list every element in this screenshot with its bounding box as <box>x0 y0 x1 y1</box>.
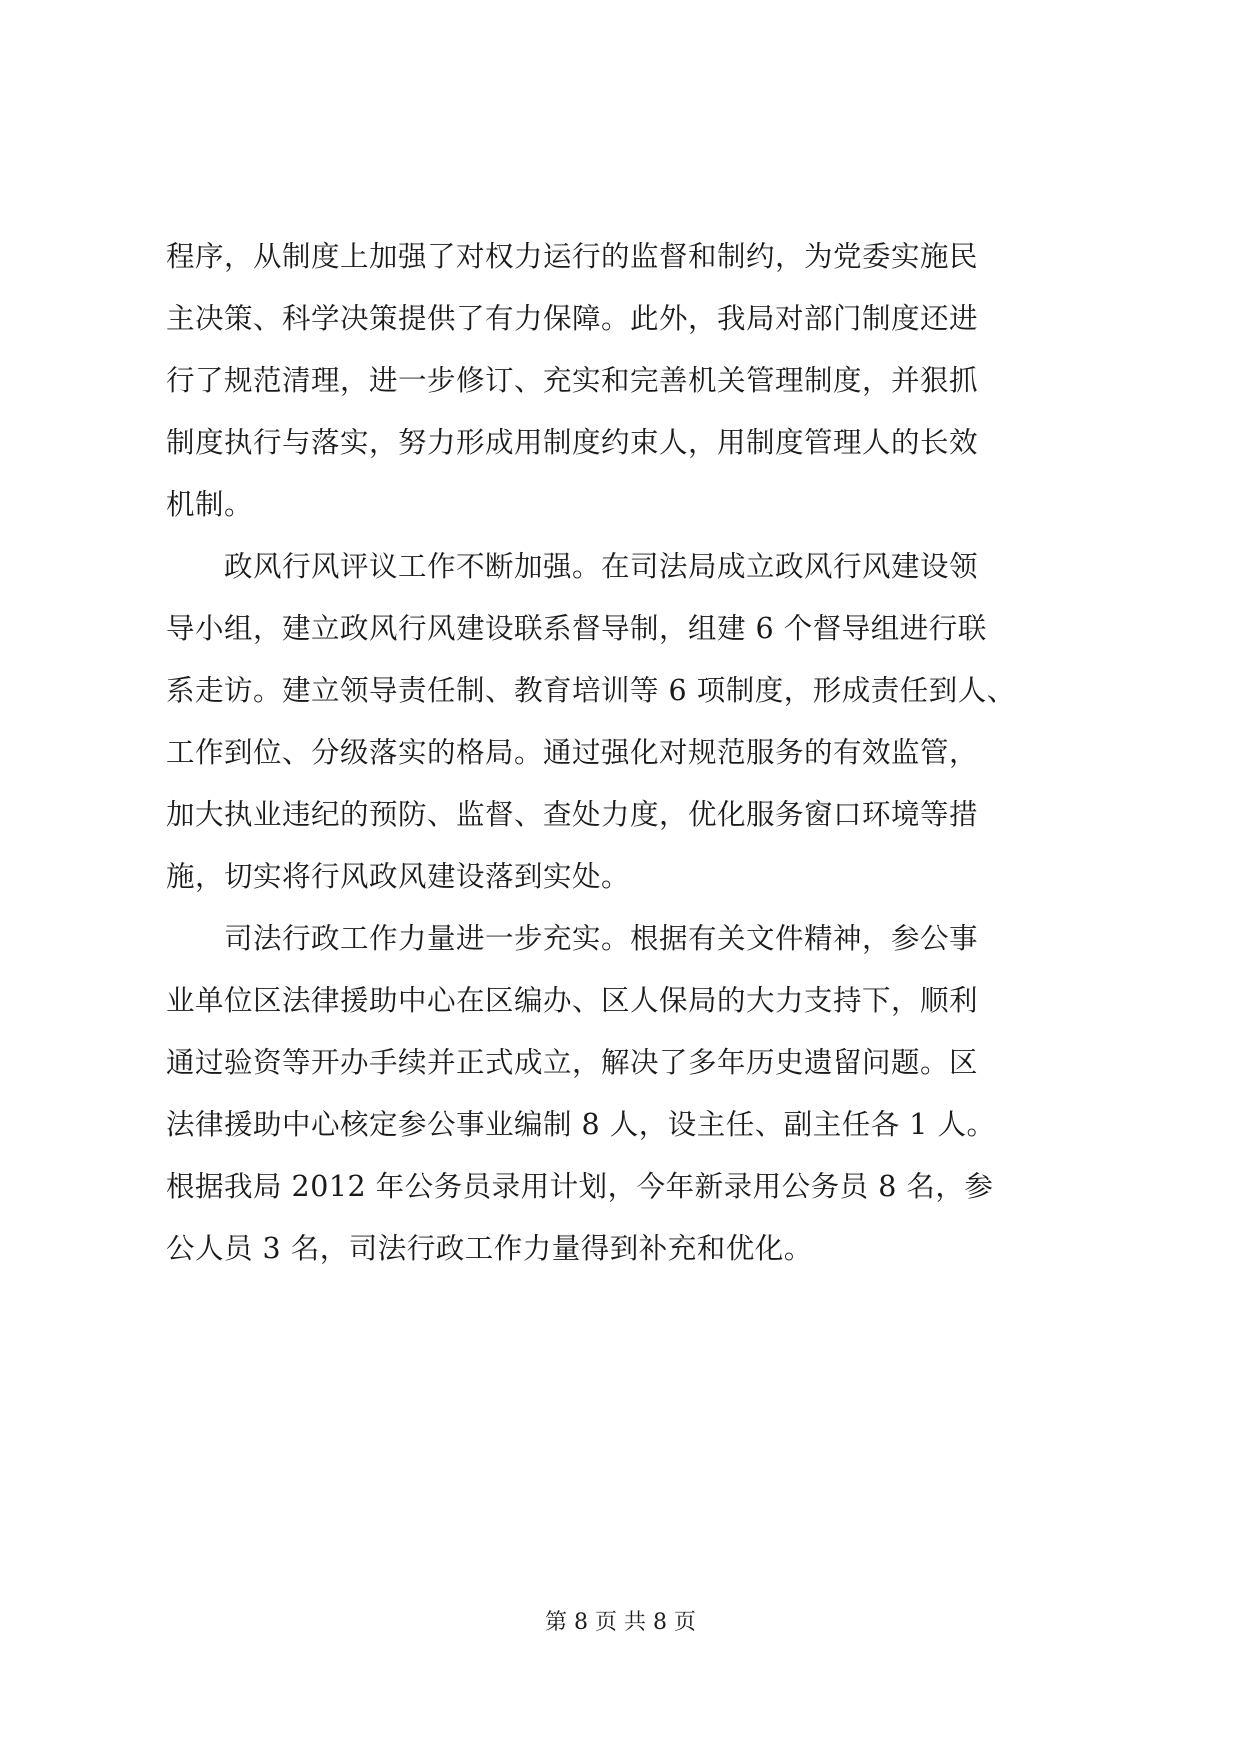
text-line: 施，切实将行风政风建设落到实处。 <box>166 860 631 893</box>
text-line: 公人员 3 名，司法行政工作力量得到补充和优化。 <box>166 1232 813 1265</box>
text-line: 机制。 <box>166 488 254 521</box>
text-line: 程序，从制度上加强了对权力运行的监督和制约，为党委实施民 <box>166 240 979 273</box>
text-line: 通过验资等开办手续并正式成立，解决了多年历史遗留问题。区 <box>166 1046 979 1079</box>
text-line: 制度执行与落实，努力形成用制度约束人，用制度管理人的长效 <box>166 426 979 459</box>
text-line: 系走访。建立领导责任制、教育培训等 6 项制度，形成责任到人、 <box>166 674 1016 707</box>
text-line: 司法行政工作力量进一步充实。根据有关文件精神，参公事 <box>166 922 979 955</box>
text-line: 政风行风评议工作不断加强。在司法局成立政风行风建设领 <box>166 550 979 583</box>
text-line: 根据我局 2012 年公务员录用计划，今年新录用公务员 8 名，参 <box>166 1170 994 1203</box>
document-body <box>166 226 1078 1280</box>
text-line: 业单位区法律援助中心在区编办、区人保局的大力支持下，顺利 <box>166 984 979 1017</box>
text-line: 工作到位、分级落实的格局。通过强化对规范服务的有效监管， <box>166 736 979 769</box>
page-footer <box>0 1608 1241 1638</box>
text-line: 导小组，建立政风行风建设联系督导制，组建 6 个督导组进行联 <box>166 612 987 645</box>
text-line: 行了规范清理，进一步修订、充实和完善机关管理制度，并狠抓 <box>166 364 979 397</box>
text-line: 加大执业违纪的预防、监督、查处力度，优化服务窗口环境等措 <box>166 798 979 831</box>
text-line: 主决策、科学决策提供了有力保障。此外，我局对部门制度还进 <box>166 302 979 335</box>
page-number-label: 第 8 页 共 8 页 <box>545 1610 696 1635</box>
text-line: 法律援助中心核定参公事业编制 8 人，设主任、副主任各 1 人。 <box>166 1108 996 1141</box>
